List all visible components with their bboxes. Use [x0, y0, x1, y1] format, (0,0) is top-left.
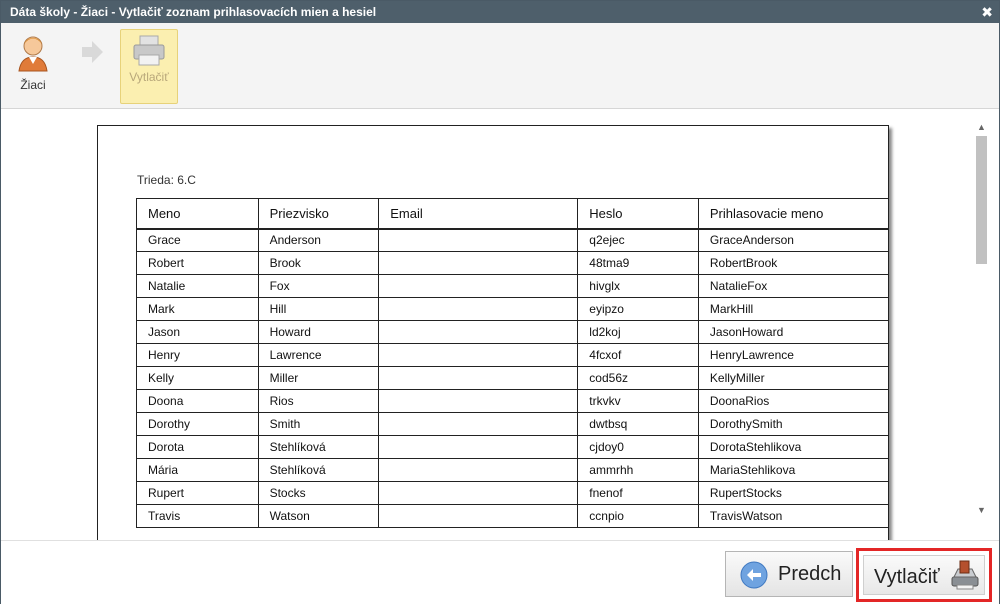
toolbar-print-label: Vytlačiť: [129, 70, 169, 84]
print-button-highlight: [856, 548, 992, 602]
email-cell: [379, 252, 578, 275]
toolbar-print-button[interactable]: [120, 29, 178, 104]
scrollbar-thumb[interactable]: [976, 136, 987, 264]
first-name-cell: Rupert: [137, 482, 259, 505]
email-cell: [379, 505, 578, 528]
password-cell: ld2koj: [578, 321, 699, 344]
student-icon: [9, 31, 57, 75]
print-button-label: Vytlačiť: [874, 566, 940, 588]
email-cell: [379, 459, 578, 482]
login-name-cell: JasonHoward: [698, 321, 888, 344]
table-row: [137, 482, 889, 505]
table-row: [137, 229, 889, 252]
login-name-cell: MarkHill: [698, 298, 888, 321]
last-name-cell: Smith: [258, 413, 379, 436]
email-cell: [379, 367, 578, 390]
first-name-cell: Natalie: [137, 275, 259, 298]
password-cell: eyipzo: [578, 298, 699, 321]
email-cell: [379, 298, 578, 321]
login-name-cell: RupertStocks: [698, 482, 888, 505]
table-row: [137, 344, 889, 367]
arrow-right-icon: [79, 39, 105, 65]
first-name-cell: Travis: [137, 505, 259, 528]
column-header: Email: [379, 199, 578, 229]
email-cell: [379, 344, 578, 367]
toolbar-students-button[interactable]: [9, 31, 57, 91]
first-name-cell: Robert: [137, 252, 259, 275]
login-name-cell: RobertBrook: [698, 252, 888, 275]
last-name-cell: Fox: [258, 275, 379, 298]
last-name-cell: Stehlíková: [258, 459, 379, 482]
table-row: [137, 436, 889, 459]
password-cell: cjdoy0: [578, 436, 699, 459]
table-row: [137, 252, 889, 275]
column-header: Meno: [137, 199, 259, 229]
last-name-cell: Howard: [258, 321, 379, 344]
last-name-cell: Stocks: [258, 482, 379, 505]
password-cell: ammrhh: [578, 459, 699, 482]
first-name-cell: Dorothy: [137, 413, 259, 436]
print-button[interactable]: [863, 555, 985, 595]
last-name-cell: Brook: [258, 252, 379, 275]
password-cell: trkvkv: [578, 390, 699, 413]
password-cell: dwtbsq: [578, 413, 699, 436]
toolbar-students-label: Žiaci: [20, 78, 46, 92]
preview-scrollbar[interactable]: [973, 120, 990, 517]
table-row: [137, 275, 889, 298]
table-header-row: [137, 199, 889, 229]
first-name-cell: Kelly: [137, 367, 259, 390]
class-label: Trieda: 6.C: [137, 173, 196, 187]
email-cell: [379, 275, 578, 298]
first-name-cell: Dorota: [137, 436, 259, 459]
students-table: [136, 198, 888, 528]
wizard-toolbar: [1, 23, 999, 109]
email-cell: [379, 413, 578, 436]
password-cell: fnenof: [578, 482, 699, 505]
login-name-cell: KellyMiller: [698, 367, 888, 390]
email-cell: [379, 390, 578, 413]
last-name-cell: Watson: [258, 505, 379, 528]
table-row: [137, 390, 889, 413]
table-row: [137, 413, 889, 436]
previous-button-label: Predch: [778, 563, 842, 585]
password-cell: 48tma9: [578, 252, 699, 275]
last-name-cell: Miller: [258, 367, 379, 390]
scroll-down-icon[interactable]: ▼: [977, 505, 986, 515]
arrow-left-icon: [740, 561, 768, 589]
login-name-cell: HenryLawrence: [698, 344, 888, 367]
table-row: [137, 459, 889, 482]
last-name-cell: Anderson: [258, 229, 379, 252]
printer-icon: [948, 559, 982, 591]
table-row: [137, 505, 889, 528]
column-header: Prihlasovacie meno: [698, 199, 888, 229]
email-cell: [379, 436, 578, 459]
first-name-cell: Mária: [137, 459, 259, 482]
preview-page: [97, 125, 889, 540]
last-name-cell: Rios: [258, 390, 379, 413]
password-cell: 4fcxof: [578, 344, 699, 367]
dialog-footer: [1, 540, 999, 604]
login-name-cell: DorotaStehlikova: [698, 436, 888, 459]
email-cell: [379, 229, 578, 252]
login-name-cell: NatalieFox: [698, 275, 888, 298]
scroll-up-icon[interactable]: ▲: [977, 122, 986, 132]
login-name-cell: DorothySmith: [698, 413, 888, 436]
login-name-cell: GraceAnderson: [698, 229, 888, 252]
print-preview-area: [1, 110, 999, 540]
login-name-cell: MariaStehlikova: [698, 459, 888, 482]
last-name-cell: Lawrence: [258, 344, 379, 367]
password-cell: cod56z: [578, 367, 699, 390]
email-cell: [379, 321, 578, 344]
table-row: [137, 367, 889, 390]
previous-button[interactable]: [725, 551, 853, 597]
login-name-cell: DoonaRios: [698, 390, 888, 413]
first-name-cell: Doona: [137, 390, 259, 413]
printer-icon: [121, 32, 177, 72]
dialog-titlebar: [1, 1, 999, 23]
password-cell: ccnpio: [578, 505, 699, 528]
column-header: Heslo: [578, 199, 699, 229]
table-row: [137, 298, 889, 321]
password-cell: hivglx: [578, 275, 699, 298]
first-name-cell: Grace: [137, 229, 259, 252]
last-name-cell: Stehlíková: [258, 436, 379, 459]
last-name-cell: Hill: [258, 298, 379, 321]
login-name-cell: TravisWatson: [698, 505, 888, 528]
students-table-body: [137, 229, 889, 528]
first-name-cell: Henry: [137, 344, 259, 367]
dialog-title: Dáta školy - Žiaci - Vytlačiť zoznam prihlasovacích mien a hesiel: [10, 5, 377, 19]
first-name-cell: Jason: [137, 321, 259, 344]
column-header: Priezvisko: [258, 199, 379, 229]
close-icon[interactable]: ✖: [981, 4, 993, 20]
password-cell: q2ejec: [578, 229, 699, 252]
email-cell: [379, 482, 578, 505]
table-row: [137, 321, 889, 344]
first-name-cell: Mark: [137, 298, 259, 321]
